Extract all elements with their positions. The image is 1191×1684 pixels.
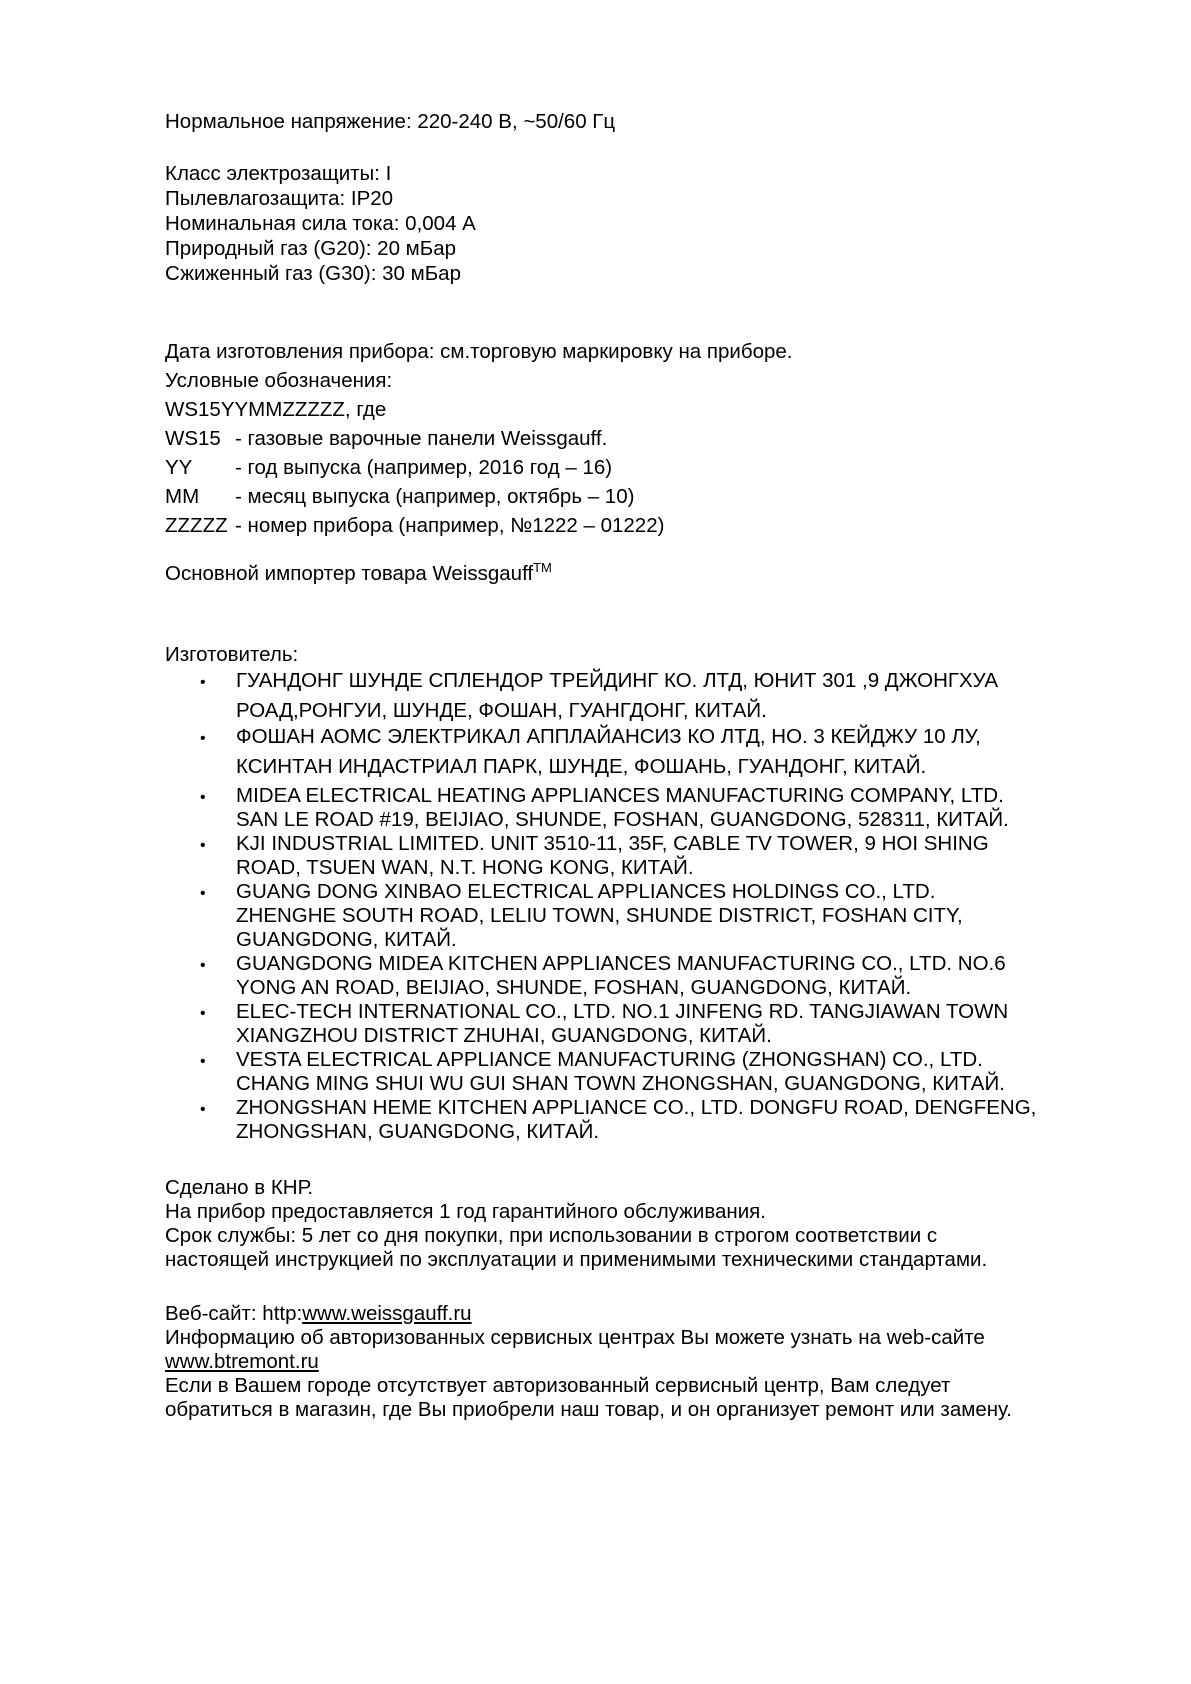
code-row: [165, 429, 607, 450]
bullet-icon: •: [200, 789, 206, 806]
manufacturer-line: ФОШАН АОМС ЭЛЕКТРИКАЛ АППЛАЙАНСИЗ КО ЛТД, НО. 3 КЕЙДЖУ 10 ЛУ,: [236, 725, 981, 748]
code-description: - газовые варочные панели Weissgauff.: [235, 427, 608, 450]
bullet-icon: •: [200, 837, 206, 854]
manufacturer-line: VESTA ELECTRICAL APPLIANCE MANUFACTURING (ZHONGSHAN) CO., LTD.: [236, 1048, 983, 1071]
code-label: WS15: [165, 427, 221, 450]
manufacturer-line: GUANG DONG XINBAO ELECTRICAL APPLIANCES HOLDINGS CO., LTD.: [236, 880, 936, 903]
code-label: YY: [165, 456, 193, 479]
code-row: [165, 487, 634, 508]
liquefied-gas-spec: Сжиженный газ (G30): 30 мБар: [165, 262, 461, 285]
manufacturer-line: РОАД,РОНГУИ, ШУНДЕ, ФОШАН, ГУАНГДОНГ, КИТАЙ.: [236, 699, 767, 722]
website-line: [165, 1304, 472, 1325]
manufacturer-line: ELEC-TECH INTERNATIONAL CO., LTD. NO.1 JINFENG RD. TANGJIAWAN TOWN: [236, 1000, 1009, 1023]
dust-moisture-spec: Пылевлагозащита: IP20: [165, 187, 394, 210]
code-label: ZZZZZ: [165, 514, 228, 537]
bullet-icon: •: [200, 674, 206, 691]
website-label: Веб-сайт: http:: [165, 1302, 303, 1325]
service-link-line: [165, 1352, 319, 1373]
bullet-icon: •: [200, 1101, 206, 1118]
protection-class-spec: Класс электрозащиты: I: [165, 162, 392, 185]
bullet-icon: •: [200, 1053, 206, 1070]
manufacturer-line: XIANGZHOU DISTRICT ZHUHAI, GUANGDONG, КИТАЙ.: [236, 1024, 772, 1047]
voltage-spec: Нормальное напряжение: 220-240 В, ~50/60 Гц: [165, 110, 616, 133]
manufacturer-line: GUANGDONG, КИТАЙ.: [236, 928, 457, 951]
manufacturer-line: GUANGDONG MIDEA KITCHEN APPLIANCES MANUFACTURING CO., LTD. NO.6: [236, 952, 1006, 975]
bullet-icon: •: [200, 730, 206, 747]
current-spec: Номинальная сила тока: 0,004 А: [165, 212, 476, 235]
warranty-text: На прибор предоставляется 1 год гарантийного обслуживания.: [165, 1200, 766, 1223]
code-description: - год выпуска (например, 2016 год – 16): [235, 456, 613, 479]
bullet-icon: •: [200, 1005, 206, 1022]
service-life-text: настоящей инструкцией по эксплуатации и применимыми техническими стандартами.: [165, 1248, 988, 1271]
service-link[interactable]: www.btremont.ru: [165, 1350, 319, 1373]
manufacturer-line: ZHENGHE SOUTH ROAD, LELIU TOWN, SHUNDE DISTRICT, FOSHAN CITY,: [236, 904, 963, 927]
manufacturer-line: YONG AN ROAD, BEIJIAO, SHUNDE, FOSHAN, GUANGDONG, КИТАЙ.: [236, 976, 912, 999]
bullet-icon: •: [200, 957, 206, 974]
code-description: - месяц выпуска (например, октябрь – 10): [235, 485, 635, 508]
manufacturer-line: КСИНТАН ИНДАСТРИАЛ ПАРК, ШУНДЕ, ФОШАНЬ, ГУАНДОНГ, КИТАЙ.: [236, 755, 927, 778]
trademark-sign: TM: [533, 560, 552, 575]
manufacturer-line: KJI INDUSTRIAL LIMITED. UNIT 3510-11, 35F, CABLE TV TOWER, 9 HOI SHING: [236, 832, 989, 855]
manufacturer-title: Изготовитель:: [165, 643, 299, 666]
code-row: [165, 458, 612, 479]
manufacturer-line: ZHONGSHAN HEME KITCHEN APPLIANCE CO., LTD. DONGFU ROAD, DENGFENG,: [236, 1096, 1037, 1119]
manufacture-date-intro: Дата изготовления прибора: см.торговую маркировку на приборе.: [165, 340, 793, 363]
made-in-text: Сделано в КНР.: [165, 1176, 314, 1199]
manufacturer-line: SAN LE ROAD #19, BEIJIAO, SHUNDE, FOSHAN, GUANGDONG, 528311, КИТАЙ.: [236, 808, 1009, 831]
manufacturer-line: MIDEA ELECTRICAL HEATING APPLIANCES MANUFACTURING COMPANY, LTD.: [236, 784, 1004, 807]
website-link[interactable]: www.weissgauff.ru: [302, 1302, 472, 1325]
natural-gas-spec: Природный газ (G20): 20 мБар: [165, 237, 457, 260]
importer-line: [165, 561, 552, 585]
manufacturer-line: ZHONGSHAN, GUANGDONG, КИТАЙ.: [236, 1120, 600, 1143]
service-life-text: Срок службы: 5 лет со дня покупки, при использовании в строгом соответствии с: [165, 1224, 938, 1247]
service-info-text: Информацию об авторизованных сервисных центрах Вы можете узнать на web-сайте: [165, 1326, 985, 1349]
manufacturer-line: ROAD, TSUEN WAN, N.T. HONG KONG, КИТАЙ.: [236, 856, 694, 879]
bullet-icon: •: [200, 885, 206, 902]
manufacturer-line: ГУАНДОНГ ШУНДЕ СПЛЕНДОР ТРЕЙДИНГ КО. ЛТД, ЮНИТ 301 ,9 ДЖОНГХУА: [236, 669, 999, 692]
importer-text: Основной импортер товара Weissgauff: [165, 562, 534, 585]
legend-title: Условные обозначения:: [165, 369, 393, 392]
code-row: [165, 516, 664, 537]
serial-pattern: WS15YYMMZZZZZ, где: [165, 398, 387, 421]
code-description: - номер прибора (например, №1222 – 01222): [235, 514, 665, 537]
no-center-text: обратиться в магазин, где Вы приобрели наш товар, и он организует ремонт или замену.: [165, 1398, 1012, 1421]
no-center-text: Если в Вашем городе отсутствует авторизованный сервисный центр, Вам следует: [165, 1374, 951, 1397]
manufacturer-line: CHANG MING SHUI WU GUI SHAN TOWN ZHONGSHAN, GUANGDONG, КИТАЙ.: [236, 1072, 1005, 1095]
code-label: MM: [165, 485, 200, 508]
